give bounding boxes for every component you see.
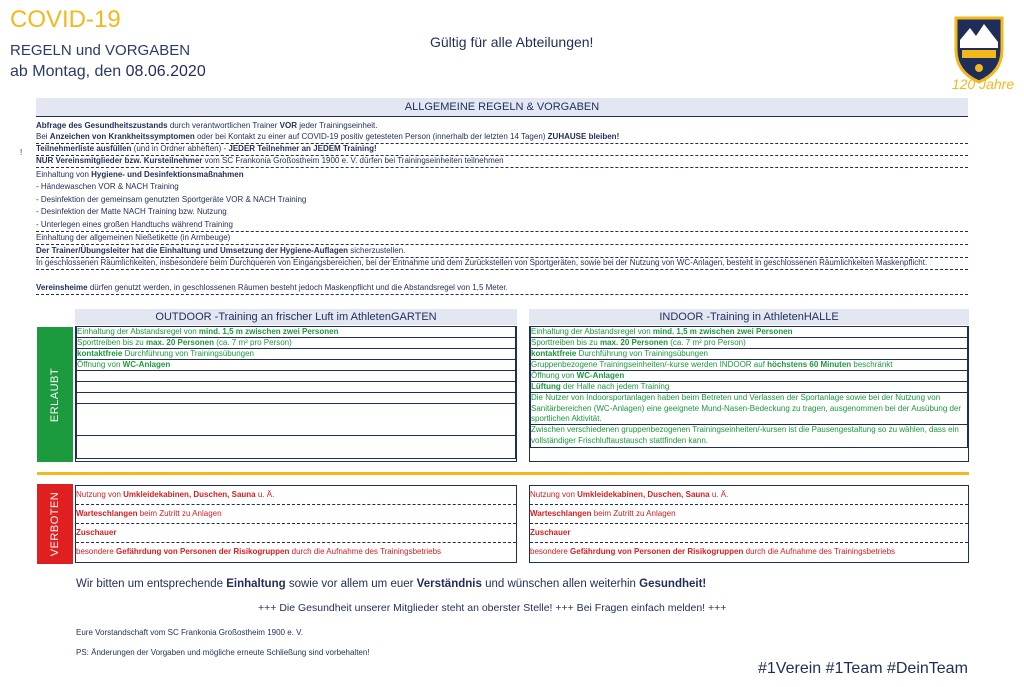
outdoor-heading: OUTDOOR -Training an frischer Luft im AthletenGARTEN: [75, 309, 517, 325]
health-banner: +++ Die Gesundheit unserer Mitglieder steht an oberster Stelle! +++ Bei Fragen einfach melden! +++: [258, 602, 727, 614]
rule-attendance-list: Teilnehmerliste ausfüllen (und in Ordner abheften) - JEDER Teilnehmer an JEDEM Training!: [36, 144, 968, 156]
page-subtitle: REGELN und VORGABEN: [10, 42, 191, 59]
general-rules-heading: ALLGEMEINE REGELN & VORGABEN: [36, 98, 968, 117]
rule-members-only: NUR Vereinsmitglieder bzw. Kursteilnehmer vom SC Frankonia Großostheim 1900 e. V. dürfen bei Trainingseinheiten teilnehmen: [36, 156, 968, 168]
section-divider: [37, 472, 969, 475]
indoor-rule: Sporttreiben bis zu max. 20 Personen (ca. 7 m² pro Person): [530, 338, 968, 349]
indoor-rule: Zwischen verschiedenen gruppenbezogenen Trainingseinheiten/-kursen ist die Pausengestaltung so zu wählen, dass ein vollständiger Frischluftaustausch stattfinden kann.: [530, 425, 968, 448]
forbidden-rule: Zuschauer: [530, 524, 968, 543]
validity-note: Gültig für alle Abteilungen!: [430, 34, 594, 50]
date-line: ab Montag, den 08.06.2020: [10, 63, 206, 80]
outdoor-empty-row: [76, 436, 516, 459]
rule-symptoms: Bei Anzeichen von Krankheitssymptomen oder bei Kontakt zu einer auf COVID-19 positiv getesteten Person (innerhalb der letzten 14 Tagen) ZUHAUSE bleiben!: [36, 132, 968, 144]
outdoor-empty-row: [76, 404, 516, 436]
outdoor-rule: Einhaltung der Abstandsregel von mind. 1,5 m zwischen zwei Personen: [76, 327, 516, 338]
rule-hygiene-item: - Desinfektion der Matte NACH Training bzw. Nutzung: [36, 207, 227, 216]
allowed-label: ERLAUBT: [37, 327, 73, 462]
indoor-rule: Einhaltung der Abstandsregel von mind. 1,5 m zwischen zwei Personen: [530, 327, 968, 338]
hashtags: #1Verein #1Team #DeinTeam: [758, 660, 968, 677]
outdoor-allowed-table: [75, 326, 517, 462]
rule-hygiene-item: - Händewaschen VOR & NACH Training: [36, 182, 179, 191]
date-value: 08.06.2020: [125, 63, 206, 80]
forbidden-label: VERBOTEN: [37, 484, 73, 564]
outdoor-forbidden-table: [75, 485, 517, 563]
rule-hygiene: Einhaltung von Hygiene- und Desinfektionsmaßnahmen: [36, 170, 244, 179]
page-title: COVID-19: [10, 6, 121, 33]
forbidden-rule: Zuschauer: [76, 524, 516, 543]
forbidden-rule: besondere Gefährdung von Personen der Risikogruppen durch die Aufnahme des Trainingsbetriebs: [530, 547, 896, 556]
outdoor-rule: Sporttreiben bis zu max. 20 Personen (ca. 7 m² pro Person): [76, 338, 516, 349]
closing-message: Wir bitten um entsprechende Einhaltung sowie vor allem um euer Verständnis und wünschen allen weiterhin Gesundheit!: [76, 578, 707, 590]
forbidden-rule: besondere Gefährdung von Personen der Risikogruppen durch die Aufnahme des Trainingsbetriebs: [76, 547, 442, 556]
outdoor-rule: kontaktfreie Durchführung von Trainingsübungen: [76, 349, 516, 360]
rule-mask: In geschlossenen Räumlichkeiten, insbesondere beim Durchqueren von Eingangsbereichen, bei der Entnahme und dem Zurückstellen von Sportgeräten, sowie bei der Nutzung von WC-Anlagen, besteht in geschlossenen Räumlichkeiten Maskenpflicht.: [36, 258, 968, 270]
indoor-allowed-table: [529, 326, 969, 462]
rule-health-check: Abfrage des Gesundheitszustands durch verantwortlichen Trainer VOR jeder Trainingseinheit.: [36, 121, 378, 130]
indoor-forbidden-table: [529, 485, 969, 563]
rule-hygiene-item: - Unterlegen eines großen Handtuchs während Training: [36, 220, 968, 232]
signature: Eure Vorstandschaft vom SC Frankonia Großostheim 1900 e. V.: [76, 628, 303, 637]
indoor-rule: Öffnung von WC-Anlagen: [530, 371, 968, 382]
rule-trainer-responsibility: Der Trainer/Übungsleiter hat die Einhaltung und Umsetzung der Hygiene-Auflagen sicherzustellen.: [36, 246, 968, 258]
outdoor-empty-row: [76, 393, 516, 404]
margin-mark: !: [20, 148, 23, 157]
indoor-rule: kontaktfreie Durchführung von Trainingsübungen: [530, 349, 968, 360]
forbidden-rule: Nutzung von Umkleidekabinen, Duschen, Sauna u. Ä.: [530, 486, 968, 505]
forbidden-rule: Warteschlangen beim Zutritt zu Anlagen: [76, 505, 516, 524]
outdoor-rule: Öffnung von WC-Anlagen: [76, 360, 516, 371]
anniversary-label: 120 Jahre: [951, 76, 1015, 92]
outdoor-empty-row: [76, 382, 516, 393]
indoor-heading: INDOOR -Training in AthletenHALLE: [529, 309, 969, 325]
forbidden-rule: Warteschlangen beim Zutritt zu Anlagen: [530, 505, 968, 524]
disclaimer: PS: Änderungen der Vorgaben und mögliche erneute Schließung sind vorbehalten!: [76, 648, 370, 657]
forbidden-rule: Nutzung von Umkleidekabinen, Duschen, Sauna u. Ä.: [76, 486, 516, 505]
indoor-rule: Die Nutzer von Indoorsportanlagen haben beim Betreten und Verlassen der Sportanlage sowie bei der Nutzung von Sanitärbereichen (WC-Anlagen) eine geeignete Mund-Nasen-Bedeckung zu tragen, ausgenommen bei der Ausübung der sportlichen Aktivität.: [530, 393, 968, 425]
rule-hygiene-item: - Desinfektion der gemeinsam genutzten Sportgeräte VOR & NACH Training: [36, 195, 307, 204]
indoor-rule: Gruppenbezogene Trainingseinheiten/-kurse werden INDOOR auf höchstens 60 Minuten beschränkt: [530, 360, 968, 371]
outdoor-empty-row: [76, 371, 516, 382]
rule-sneeze-etiquette: Einhaltung der allgemeinen Nießetikette (in Armbeuge): [36, 233, 968, 245]
rule-clubhouse: Vereinsheime dürfen genutzt werden, in geschlossenen Räumen besteht jedoch Maskenpflicht und die Abstandsregel von 1,5 Meter.: [36, 283, 968, 295]
indoor-rule: Lüftung der Halle nach jedem Training: [530, 382, 968, 393]
